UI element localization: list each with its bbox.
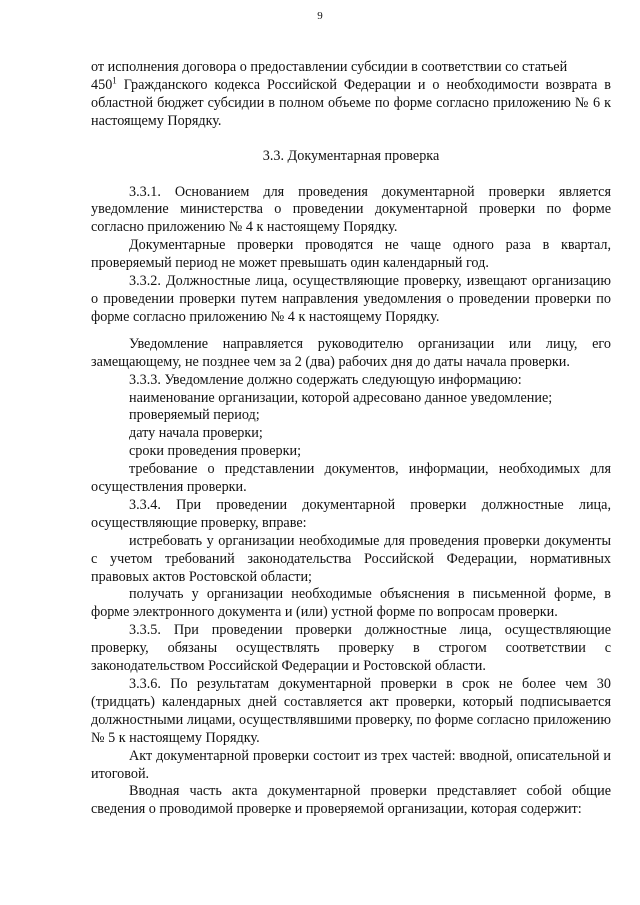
paragraph-3-3-1: 3.3.1. Основанием для проведения документарной проверки является уведомление министерства о проведении документарной проверки по форме согласно приложению № 4 к настоящему Порядку. — [91, 183, 611, 236]
paragraph-frequency: Документарные проверки проводятся не чаще одного раза в квартал, проверяемый период не может превышать один календарный год. — [91, 237, 611, 272]
article-superscript: 1 — [112, 75, 117, 86]
paragraph-3-3-4: 3.3.4. При проведении документарной проверки должностные лица, осуществляющие проверку, вправе: — [91, 496, 611, 531]
list-item-start-date: дату начала проверки; — [129, 425, 263, 442]
intro-rest: Гражданского кодекса Российской Федерации и о необходимости возврата в областной бюджет субсидии в полном объеме по форме согласно приложению № 6 к настоящему Порядку. — [91, 76, 611, 129]
section-heading: 3.3. Документарная проверка — [262, 147, 440, 164]
paragraph-3-3-5: 3.3.5. При проведении проверки должностные лица, осуществляющие проверку, обязаны осуществлять проверку в строгом соответствии с законодательством Российской Федерации и Ростовской области. — [91, 622, 611, 675]
paragraph-intro-part: Вводная часть акта документарной проверки представляет собой общие сведения о проводимой проверке и проверяемой организации, которая содержит: — [91, 783, 611, 818]
list-item-org-name: наименование организации, которой адресовано данное уведомление; — [129, 389, 553, 406]
document-body — [91, 59, 611, 819]
paragraph-act-parts: Акт документарной проверки состоит из трех частей: вводной, описательной и итоговой. — [91, 747, 611, 782]
list-item-period: проверяемый период; — [129, 407, 260, 424]
article-number: 450 — [91, 76, 113, 93]
paragraph-3-3-3: 3.3.3. Уведомление должно содержать следующую информацию: — [129, 371, 522, 388]
paragraph-3-3-6: 3.3.6. По результатам документарной проверки в срок не более чем 30 (тридцать) календарных дней составляется акт проверки, который подписывается должностными лицами, осуществлявшими проверку, по форме согласно приложению № 5 к настоящему Порядку. — [91, 676, 611, 746]
intro-paragraph — [91, 59, 611, 131]
paragraph-3-3-2: 3.3.2. Должностные лица, осуществляющие проверку, извещают организацию о проведении проверки путем направления уведомления о проведении проверки по форме согласно приложению № 4 к настоящему Порядку. — [91, 273, 611, 325]
page-number: 9 — [317, 10, 323, 22]
list-item-request-documents: истребовать у организации необходимые для проведения проверки документы с учетом требований законодательства Российской Федерации, нормативных правовых актов Ростовской области; — [91, 532, 611, 585]
list-item-explanations: получать у организации необходимые объяснения в письменной форме, в форме электронного документа и (или) устной форме по вопросам проверки. — [91, 586, 611, 621]
intro-line-1: от исполнения договора о предоставлении субсидии в соответствии со статьей — [91, 59, 568, 75]
list-item-documents: требование о представлении документов, информации, необходимых для осуществления проверки. — [91, 461, 611, 496]
list-item-terms: сроки проведения проверки; — [129, 443, 302, 460]
paragraph-notification: Уведомление направляется руководителю организации или лицу, его замещающему, не позднее чем за 2 (два) рабочих дня до даты начала проверки. — [91, 335, 611, 370]
